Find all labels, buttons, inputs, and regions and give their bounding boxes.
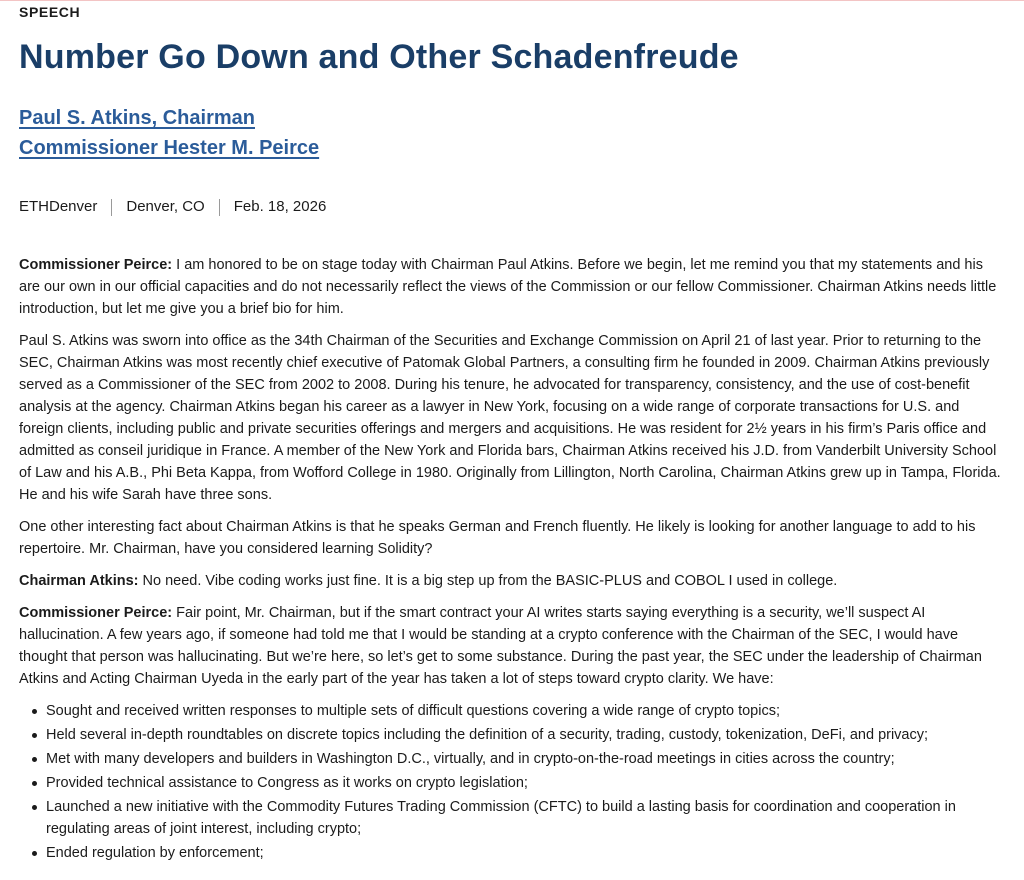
author-link-peirce[interactable]: Commissioner Hester M. Peirce [19,137,320,159]
list-item: Held several in-depth roundtables on discrete topics including the definition of a security, trading, custody, tokenization, DeFi, and privacy; [46,724,1003,746]
speech-body [19,254,1003,866]
page-title: Number Go Down and Other Schadenfreude [19,38,739,76]
paragraph [19,330,1003,506]
event-name: ETHDenver [19,198,98,215]
list-item: Ended regulation by enforcement; [46,842,1003,864]
meta-divider [111,199,112,216]
paragraph-text: Fair point, Mr. Chairman, but if the smart contract your AI writes starts saying everything is a security, we’ll suspect AI hallucination. A few years ago, if someone had told me that I would be standing at a crypto conference with the Chairman of the SEC, I would have thought that person was hallucinating. But we’re here, so let’s get to some substance. During the past year, the SEC under the leadership of Chairman Atkins and Acting Chairman Uyeda in the early part of the year has taken a lot of steps toward crypto clarity. We have: [19,605,982,687]
paragraph-text: No need. Vibe coding works just fine. It is a big step up from the BASIC-PLUS and COBOL I used in college. [138,573,838,589]
paragraph [19,516,1003,560]
speaker-label: Commissioner Peirce: [19,605,173,621]
paragraph [19,602,1003,690]
paragraph-text: One other interesting fact about Chairman Atkins is that he speaks German and French fluently. He likely is looking for another language to add to his repertoire. Mr. Chairman, have you considered learning Solidity? [19,519,976,557]
list-item: Sought and received written responses to multiple sets of difficult questions covering a wide range of crypto topics; [46,700,1003,722]
speech-meta [19,197,326,217]
list-item: Provided technical assistance to Congress as it works on crypto legislation; [46,772,1003,794]
content-type-label: SPEECH [19,4,81,20]
paragraph [19,570,1003,592]
event-location: Denver, CO [126,198,205,215]
paragraph [19,254,1003,320]
meta-divider [219,199,220,216]
list-item: Launched a new initiative with the Commodity Futures Trading Commission (CFTC) to build a lasting basis for coordination and cooperation in regulating areas of joint interest, including crypto; [46,796,1003,840]
speaker-label: Chairman Atkins: [19,573,139,589]
top-divider [0,0,1024,1]
speaker-label: Commissioner Peirce: [19,257,173,273]
author-list [19,103,319,163]
author-link-atkins[interactable]: Paul S. Atkins, Chairman [19,107,255,129]
paragraph-text: Paul S. Atkins was sworn into office as the 34th Chairman of the Securities and Exchange Commission on April 21 of last year. Prior to returning to the SEC, Chairman Atkins was most recently chief executive of Patomak Global Partners, a consulting firm he founded in 2009. Chairman Atkins previously served as a Commissioner of the SEC from 2002 to 2008. During his tenure, he advocated for transparency, consistency, and the use of cost-benefit analysis at the agency. Chairman Atkins began his career as a lawyer in New York, focusing on a wide range of corporate transactions for U.S. and foreign clients, including public and private securities offerings and mergers and acquisitions. He was resident for 2½ years in his firm’s Paris office and admitted as conseil juridique in France. A member of the New York and Florida bars, Chairman Atkins received his J.D. from Vanderbilt University School of Law and his A.B., Phi Beta Kappa, from Wofford College in 1980. Originally from Lillington, North Carolina, Chairman Atkins grew up in Tampa, Florida. He and his wife Sarah have three sons. [19,333,1001,503]
paragraph-text: I am honored to be on stage today with Chairman Paul Atkins. Before we begin, let me remind you that my statements and his are our own in our official capacities and do not necessarily reflect the views of the Commission or our fellow Commissioner. Chairman Atkins needs little introduction, but let me give you a brief bio for him. [19,257,997,317]
list-item: Met with many developers and builders in Washington D.C., virtually, and in crypto-on-the-road meetings in cities across the country; [46,748,1003,770]
event-date: Feb. 18, 2026 [233,198,327,215]
accomplishments-list [19,700,1003,864]
